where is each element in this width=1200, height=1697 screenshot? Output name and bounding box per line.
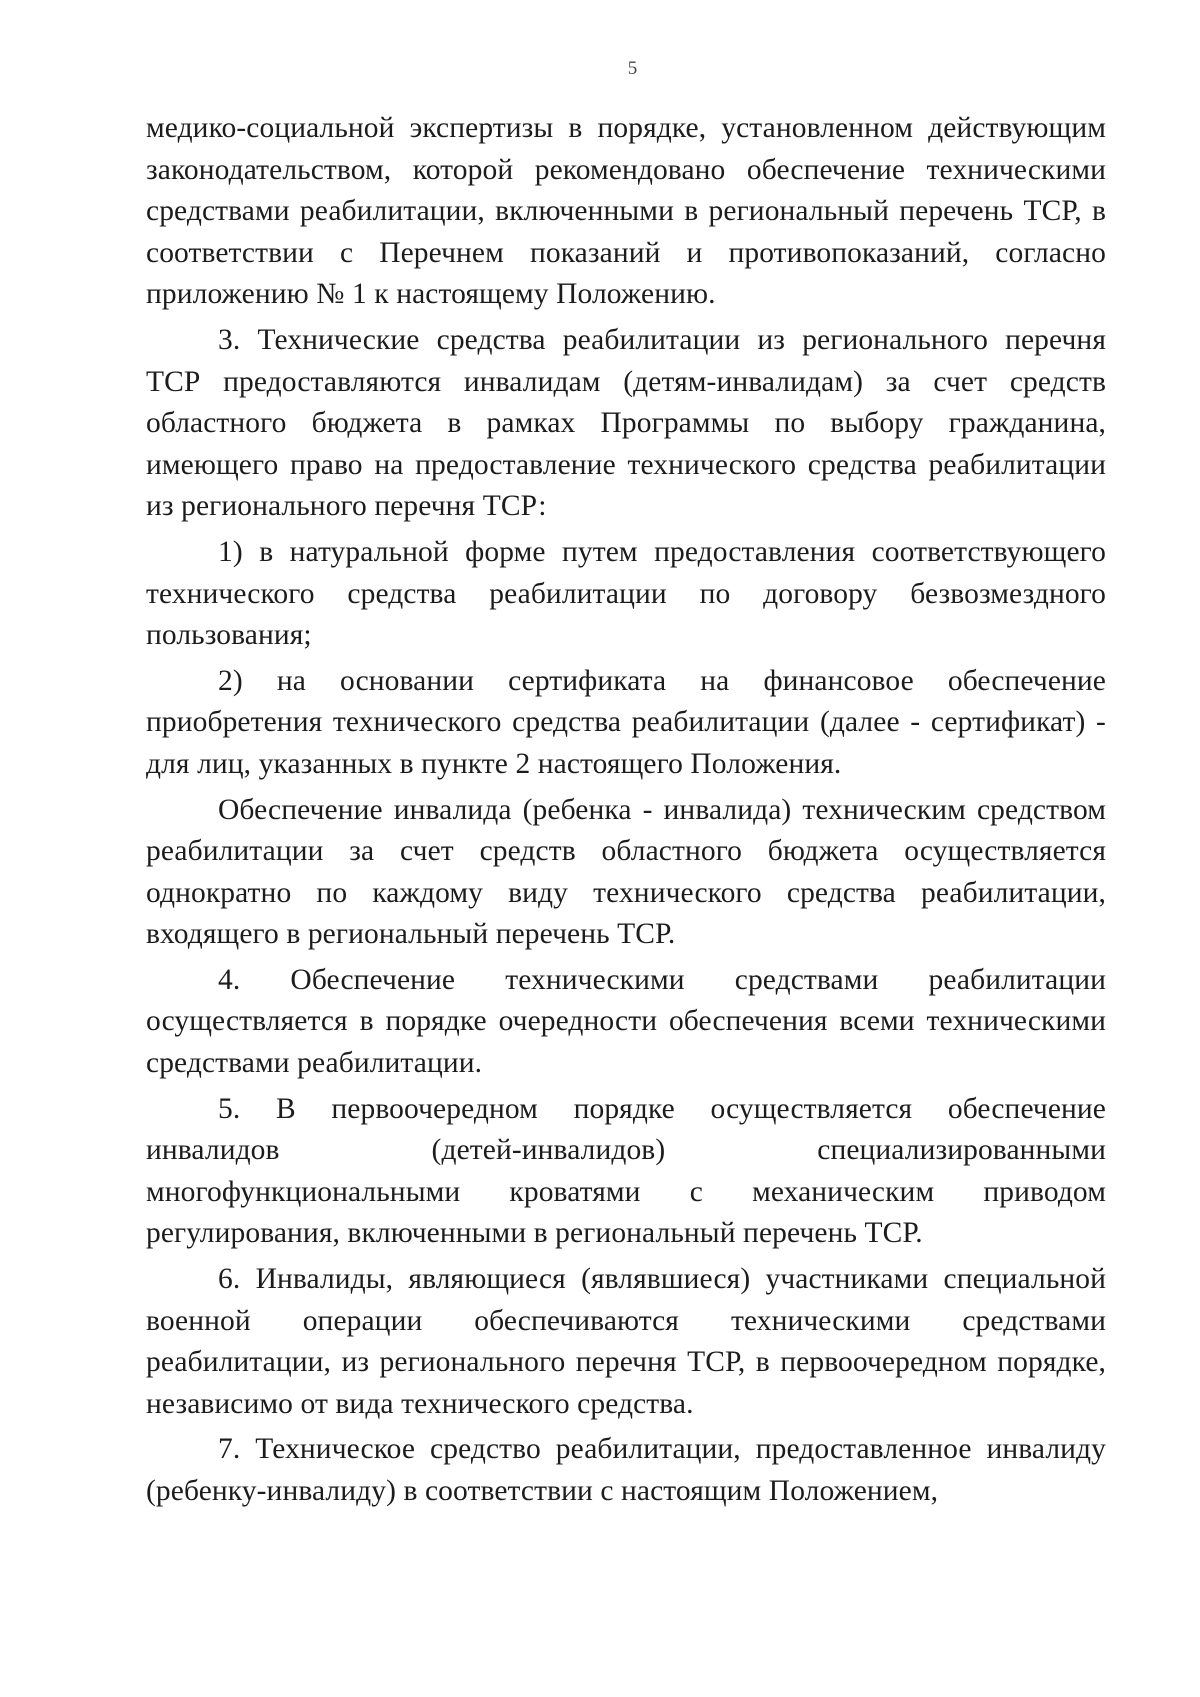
paragraph-continuation: медико-социальной экспертизы в порядке, установленном действующим законодательством, которой рекомендовано обеспечение техническими средствами реабилитации, включенными в региональный перечень ТСР, в соответствии с Перечнем показаний и противопоказаний, согласно приложению № 1 к настоящему Положению.	[146, 112, 1106, 311]
page-number: 5	[627, 58, 638, 79]
paragraph-subitem-2: 2) на основании сертификата на финансовое обеспечение приобретения технического средства реабилитации (далее - сертификат) - для лиц, указанных в пункте 2 настоящего Положения.	[146, 664, 1106, 780]
paragraph-item-6: 6. Инвалиды, являющиеся (являвшиеся) участниками специальной военной операции обеспечиваются техническими средствами реабилитации, из регионального перечня ТСР, в первоочередном порядке, независимо от вида технического средства.	[146, 1263, 1106, 1420]
paragraph-subitem-1: 1) в натуральной форме путем предоставления соответствующего технического средства реабилитации по договору безвозмездного пользования;	[146, 535, 1106, 652]
paragraph-item-4: 4. Обеспечение техническими средствами реабилитации осуществляется в порядке очередности обеспечения всеми техническими средствами реабилитации.	[146, 963, 1106, 1080]
paragraph-item-5: 5. В первоочередном порядке осуществляется обеспечение инвалидов (детей-инвалидов) специализированными многофункциональными кроватями с механическим приводом регулирования, включенными в региональный перечень ТСР.	[146, 1092, 1106, 1250]
document-body	[146, 108, 1106, 1513]
paragraph-one-time-provision: Обеспечение инвалида (ребенка - инвалида) техническим средством реабилитации за счет средств областного бюджета осуществляется однократно по каждому виду технического средства реабилитации, входящего в региональный перечень ТСР.	[146, 793, 1106, 951]
paragraph-item-7: 7. Техническое средство реабилитации, предоставленное инвалиду (ребенку-инвалиду) в соответствии с настоящим Положением,	[146, 1433, 1106, 1507]
paragraph-item-3: 3. Технические средства реабилитации из регионального перечня ТСР предоставляются инвалидам (детям-инвалидам) за счет средств областного бюджета в рамках Программы по выбору гражданина, имеющего право на предоставление технического средства реабилитации из регионального перечня ТСР:	[146, 323, 1106, 523]
